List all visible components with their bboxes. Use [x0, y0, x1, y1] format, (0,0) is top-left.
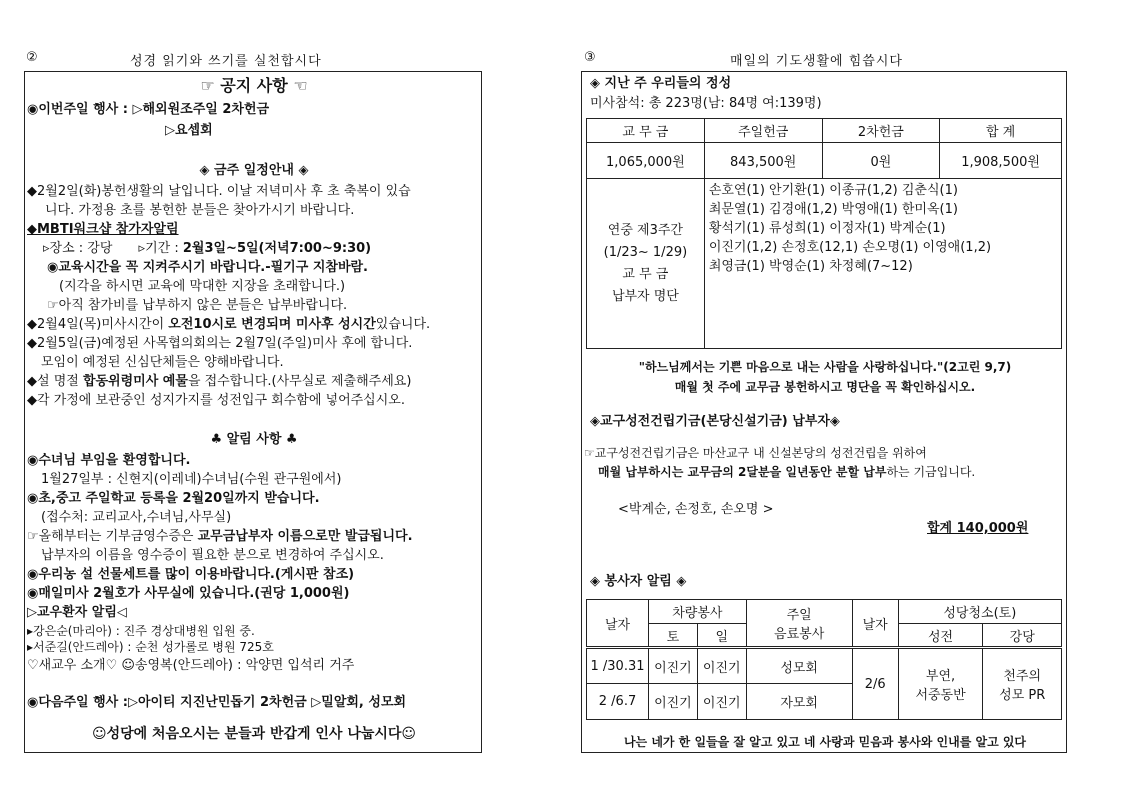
table-header: 성당청소(토) [898, 600, 1061, 624]
table-header: 교 무 금 [587, 119, 705, 143]
schedule-item: 모임이 예정된 신심단체들은 양해바랍니다. [41, 355, 284, 370]
schedule-item: ◆2월5일(금)예정된 사목협의회의는 2월7일(주일)미사 후에 합니다. [27, 336, 413, 351]
text-span: 매월 납부하시는 교무금의 2달분을 일년동안 분할 납부 [598, 465, 887, 479]
volunteer-table [586, 599, 1062, 720]
schedule-item [43, 241, 371, 257]
table-cell: 1,065,000원 [587, 143, 705, 179]
announcement-item: ◉초,중고 주일학교 등록을 2월20일까지 받습니다. [27, 491, 320, 506]
schedule-item [27, 374, 411, 390]
announcement-item: ◉우리농 설 선물세트를 많이 이용바랍니다.(게시판 참조) [27, 567, 355, 582]
closing-greeting: ☺성당에 처음오시는 분들과 반갑게 인사 나눕시다☺ [91, 726, 417, 742]
offering-title: ◈ 지난 주 우리들의 정성 [590, 76, 732, 91]
workshop-place: ▹장소 : 강당 [43, 241, 113, 256]
scripture-quote: "하느님께서는 기쁜 마음으로 내는 사람을 사랑하십니다."(2고린 9,7) [638, 360, 1012, 374]
notice-title: ☞ 공지 사항 ☜ [200, 76, 308, 95]
schedule-item [27, 317, 430, 333]
table-row [587, 648, 1062, 684]
table-row [587, 179, 1062, 349]
table-header: 성전 [898, 624, 983, 648]
workshop-period: 2월3일~5일(저녁7:00~9:30) [182, 241, 372, 256]
announcement-item: 납부자의 이름을 영수증이 필요한 분으로 변경하여 주십시오. [41, 548, 384, 563]
this-week-events [27, 102, 269, 118]
table-cell: 이진기 [697, 648, 746, 684]
building-fund-desc: ☞교구성전건립기금은 마산교구 내 신설본당의 성전건립을 위하여 [584, 446, 927, 460]
workshop-period-label: ▹기간 : [138, 241, 183, 256]
table-cell: 0원 [822, 143, 940, 179]
tithe-names-line: 이진기(1,2) 손정호(12,1) 손오명(1) 이영애(1,2) [708, 240, 992, 255]
tithe-names-line: 손호연(1) 안기환(1) 이종규(1,2) 김춘식(1) [708, 183, 958, 198]
table-cell-line: 부연, [925, 669, 956, 684]
text-span: 있습니다. [375, 317, 431, 332]
building-fund-title: ◈교구성전건립기금(본당신설기금) 납부자◈ [590, 414, 840, 429]
schedule-item: ◆MBTI워크샵 참가자알림 [27, 222, 179, 237]
announcement-item [27, 529, 413, 545]
table-cell [898, 648, 983, 720]
this-week-item: ▷해외원조주일 2차헌금 [132, 102, 270, 117]
table-cell: 1 /30.31 [587, 648, 649, 684]
table-row [587, 600, 1062, 624]
table-header-line: 주일 [786, 608, 812, 623]
next-week-events: ◉다음주일 행사 :▷아이티 지진난민돕기 2차헌금 ▷밀알회, 성모회 [27, 695, 407, 710]
text-span: ◆2월4일(목)미사시간이 [27, 317, 169, 332]
table-header: 주일헌금 [704, 119, 822, 143]
schedule-item: 니다. 가정용 초를 봉헌한 분들은 찾아가시기 바랍니다. [45, 203, 355, 218]
page-header: 매일의 기도생활에 힘씁시다 [730, 54, 903, 69]
schedule-item: ☞아직 참가비를 납부하지 않은 분들은 납부바랍니다. [47, 298, 348, 313]
tithe-label-line: 납부자 명단 [611, 288, 679, 304]
schedule-item: ◆각 가정에 보관중인 성지가지를 성전입구 회수함에 넣어주십시오. [27, 393, 405, 408]
building-fund-names: <박계순, 손정호, 손오명 > [618, 502, 774, 517]
announcement-item: (접수처: 교리교사,수녀님,사무실) [41, 510, 232, 525]
footer-verse: 나는 네가 한 일들을 잘 알고 있고 네 사랑과 믿음과 봉사와 인내를 알고 있다 [623, 735, 1027, 749]
table-header [746, 600, 852, 648]
announcement-item: ◉매일미사 2월호가 사무실에 있습니다.(권당 1,000원) [27, 586, 350, 601]
table-header: 강당 [983, 624, 1062, 648]
tithe-label-cell [587, 179, 705, 349]
schedule-item: ◉교육시간을 꼭 지켜주시기 바랍니다.-필기구 지참바람. [47, 260, 368, 275]
table-cell-line: 성모 PR [999, 688, 1046, 703]
this-week-item: ▷요셉회 [165, 123, 213, 138]
tithe-label-line: 교 무 금 [622, 266, 669, 282]
right-bulletin-panel [581, 71, 1067, 753]
schedule-title: ◈ 금주 일정안내 ◈ [199, 163, 309, 178]
table-row [587, 119, 1062, 143]
schedule-item: (지각을 하시면 교육에 막대한 지장을 초래합니다.) [59, 279, 346, 294]
announcement-item: ◉수녀님 부임을 환영합니다. [27, 453, 191, 468]
table-cell: 이진기 [697, 684, 746, 720]
tithe-names-line: 최영금(1) 박영순(1) 차정혜(7~12) [708, 259, 913, 274]
table-cell [983, 648, 1062, 720]
building-fund-desc [598, 464, 975, 480]
announcement-item: 1월27일부 : 신현지(이레네)수녀님(수원 관구원에서) [41, 472, 342, 487]
schedule-item: ◆2월2일(화)봉헌생활의 날입니다. 이날 저녁미사 후 초 축복이 있습 [27, 184, 411, 199]
tithe-label-line: 연중 제3주간 [607, 222, 683, 238]
announcement-title: ♣ 알림 사항 ♣ [210, 432, 298, 447]
announcement-item: ♡새교우 소개♡ ☺송영복(안드레아) : 악양면 입석리 거주 [27, 658, 355, 673]
table-header: 날자 [587, 600, 649, 648]
this-week-label: ◉이번주일 행사 : [27, 102, 133, 117]
table-cell: 자모회 [746, 684, 852, 720]
announcement-item: ▸서준길(안드레아) : 순천 성가롤로 병원 725호 [27, 640, 274, 654]
tithe-names-cell [704, 179, 1061, 349]
volunteer-title: ◈ 봉사자 알림 ◈ [590, 574, 687, 589]
text-span: ◆설 명절 [27, 374, 83, 389]
announcement-item: ▸강은순(마리아) : 진주 경상대병원 입원 중. [27, 624, 255, 638]
page-number: ② [26, 50, 38, 65]
building-fund-total: 합계 140,000원 [927, 521, 1029, 536]
table-cell: 2 /6.7 [587, 684, 649, 720]
table-cell-line: 서중동반 [915, 688, 966, 703]
table-header: 토 [649, 624, 698, 648]
text-span: 오전10시로 변경되며 미사후 성시간 [168, 317, 376, 332]
table-header: 날자 [852, 600, 898, 648]
announcement-item: ▷교우환자 알림◁ [27, 605, 127, 620]
table-cell: 이진기 [649, 684, 698, 720]
table-cell: 이진기 [649, 648, 698, 684]
text-span: ☞올해부터는 기부금영수증은 [27, 529, 198, 544]
text-span: 교무금납부자 이름으로만 발급됩니다. [197, 529, 413, 544]
table-header: 일 [697, 624, 746, 648]
page-header: 성경 읽기와 쓰기를 실천합시다 [130, 54, 322, 69]
tithe-label-line: (1/23~ 1/29) [603, 244, 688, 260]
table-cell-line: 천주의 [1003, 669, 1042, 684]
text-span: 을 접수합니다.(사무실로 제출해주세요) [187, 374, 412, 389]
table-header: 차량봉사 [649, 600, 747, 624]
table-cell: 성모회 [746, 648, 852, 684]
table-header-line: 음료봉사 [774, 627, 825, 642]
text-span: 하는 기금입니다. [886, 465, 976, 479]
attendance: 미사참석: 총 223명(남: 84명 여:139명) [590, 96, 822, 111]
offering-table [586, 118, 1062, 349]
table-header: 2차헌금 [822, 119, 940, 143]
table-row [587, 143, 1062, 179]
tithe-names-line: 황석기(1) 류성희(1) 이정자(1) 박계순(1) [708, 221, 946, 236]
table-cell: 1,908,500원 [940, 143, 1062, 179]
table-cell: 843,500원 [704, 143, 822, 179]
left-bulletin-panel [24, 71, 482, 753]
tithe-reminder: 매월 첫 주에 교무금 봉헌하시고 명단을 꼭 확인하십시오. [674, 380, 976, 394]
page-number: ③ [584, 50, 596, 65]
table-cell: 2/6 [852, 648, 898, 720]
text-span: 합동위령미사 예물 [82, 374, 188, 389]
table-header: 합 계 [940, 119, 1062, 143]
tithe-names-line: 최문열(1) 김경애(1,2) 박영애(1) 한미옥(1) [708, 202, 958, 217]
